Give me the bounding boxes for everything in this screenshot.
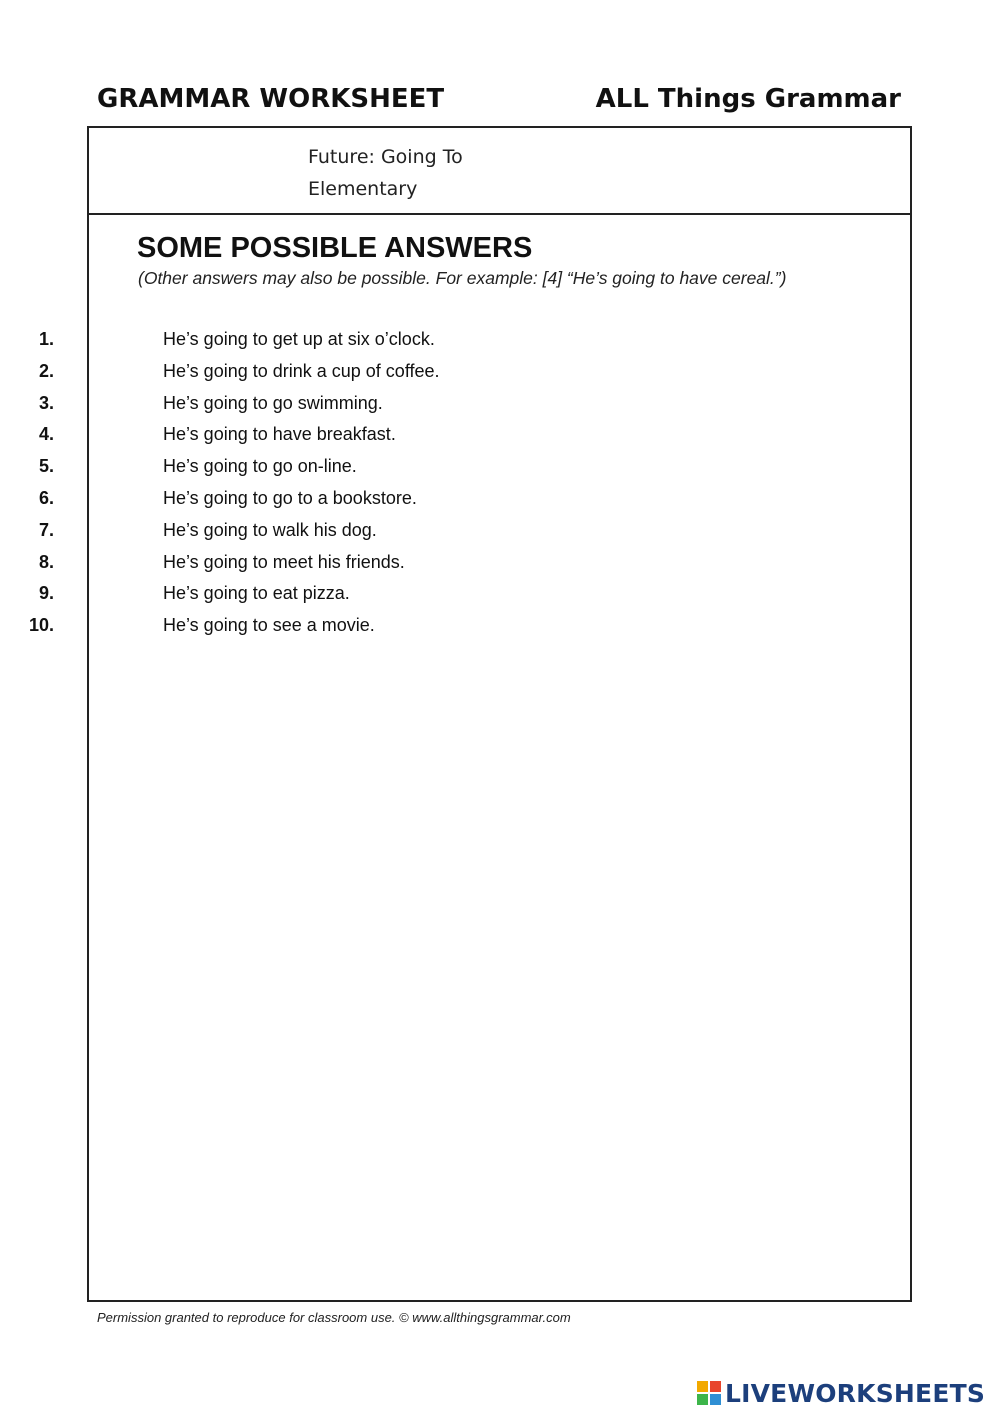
liveworksheets-watermark[interactable] xyxy=(697,1378,985,1408)
list-item xyxy=(0,520,900,552)
grammar-focus-value: Future: Going To xyxy=(308,146,463,168)
item-text: He’s going to have breakfast. xyxy=(163,424,396,445)
permission-footer: Permission granted to reproduce for classroom use. © www.allthingsgrammar.com xyxy=(97,1310,571,1325)
list-item xyxy=(0,424,900,456)
list-item xyxy=(0,583,900,615)
list-item xyxy=(0,329,900,361)
answers-heading: SOME POSSIBLE ANSWERS xyxy=(137,232,533,264)
liveworksheets-logo-icon xyxy=(697,1381,721,1405)
item-number: 7. xyxy=(38,519,54,540)
item-text: He’s going to get up at six o’clock. xyxy=(163,329,435,349)
liveworksheets-text: LIVEWORKSHEETS xyxy=(725,1378,986,1408)
answers-note: (Other answers may also be possible. For example: [4] “He’s going to have cereal.”) xyxy=(138,268,787,288)
item-number: 4. xyxy=(38,424,54,445)
list-item xyxy=(0,361,900,393)
item-number: 6. xyxy=(38,487,54,508)
item-text: He’s going to go to a bookstore. xyxy=(163,487,417,508)
list-item xyxy=(0,456,900,488)
item-number: 10. xyxy=(28,615,54,636)
grammar-focus-box xyxy=(89,128,910,215)
item-number: 8. xyxy=(38,551,54,572)
item-text: He’s going to drink a cup of coffee. xyxy=(163,360,440,381)
item-text: He’s going to see a movie. xyxy=(163,615,375,636)
item-text: He’s going to meet his friends. xyxy=(163,551,405,572)
item-number: 2. xyxy=(38,360,54,381)
item-text: He’s going to go swimming. xyxy=(163,392,383,413)
item-number: 5. xyxy=(38,456,54,477)
brand-title: ALL Things Grammar xyxy=(595,84,901,114)
item-text: He’s going to go on-line. xyxy=(163,456,357,477)
worksheet-title: GRAMMAR WORKSHEET xyxy=(97,84,445,114)
list-item xyxy=(0,393,900,425)
list-item xyxy=(0,552,900,584)
item-number: 9. xyxy=(38,583,54,604)
list-item xyxy=(0,488,900,520)
item-text: He’s going to walk his dog. xyxy=(163,519,377,540)
worksheet-frame xyxy=(87,126,912,1302)
item-text: He’s going to eat pizza. xyxy=(163,583,350,604)
list-item xyxy=(0,615,900,647)
item-number: 3. xyxy=(38,392,54,413)
level-value: Elementary xyxy=(308,178,418,200)
answer-list xyxy=(0,329,900,647)
item-number: 1. xyxy=(38,329,54,349)
